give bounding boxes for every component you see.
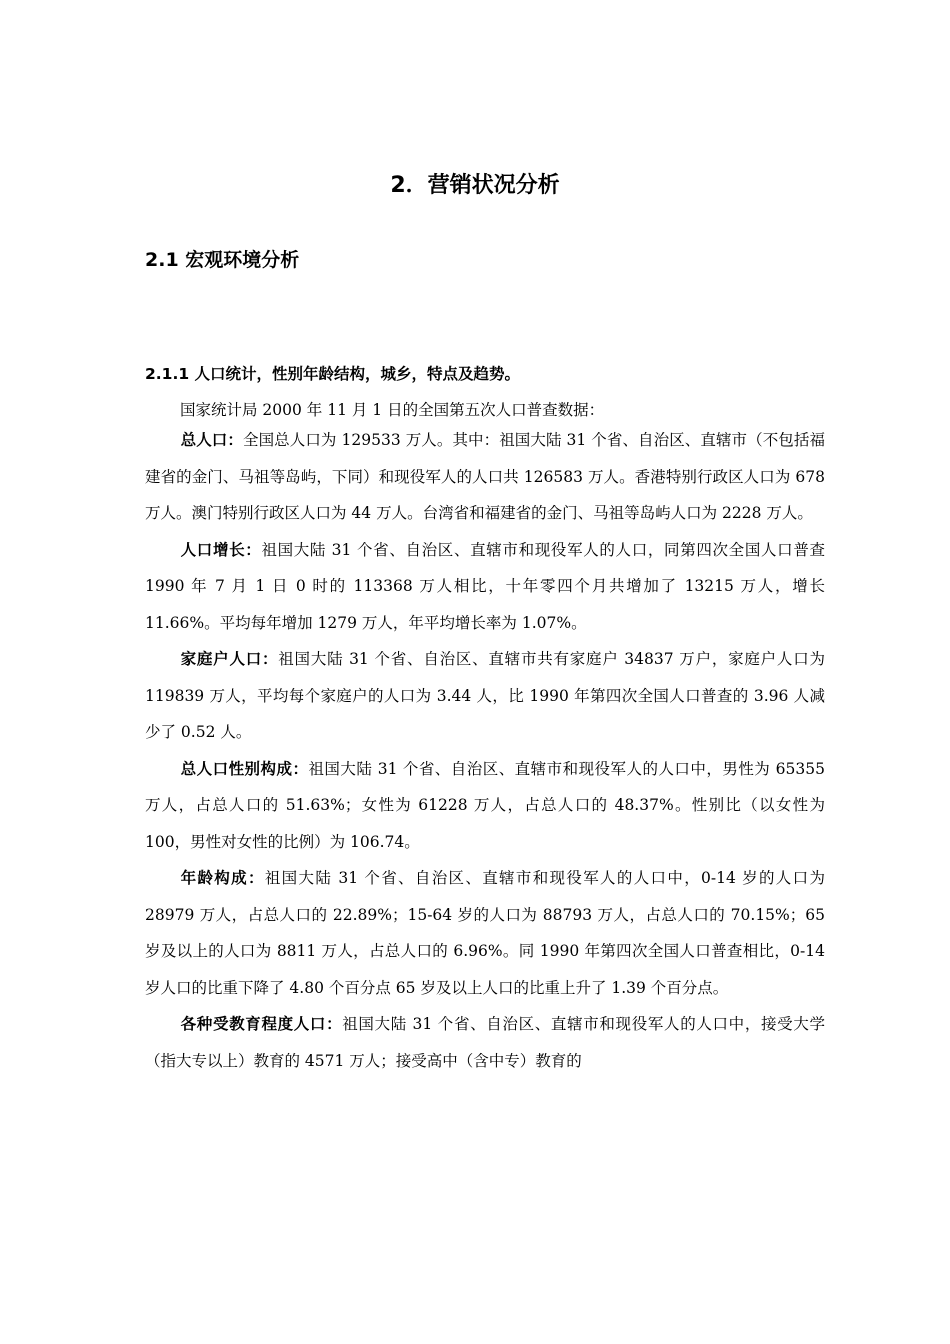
paragraph-text: 祖国大陆 31 个省、自治区、直辖市和现役军人的人口中，接受大学（指大专以上）教育的 4571 万人；接受高中（含中专）教育的 — [145, 1015, 825, 1070]
paragraph-sex-structure — [145, 751, 825, 861]
paragraph-lead: 各种受教育程度人口： — [180, 1015, 343, 1033]
paragraph-lead: 年龄构成： — [180, 869, 265, 887]
paragraph-lead: 家庭户人口： — [180, 650, 279, 668]
paragraph-text: 祖国大陆 31 个省、自治区、直辖市和现役军人的人口中，0-14 岁的人口为 28979 万人，占总人口的 22.89%；15-64 岁的人口为 88793 万人，占总人口的 70.15%；65 岁及以上的人口为 8811 万人，占总人口的 6.96%。同 1990 年第四次全国人口普查相比，0-14 岁人口的比重下降了 4.80 个百分点 65 岁及以上人口的比重上升了 1.39 个百分点。 — [145, 869, 825, 997]
paragraph-total-population — [145, 422, 825, 532]
paragraph-text: 祖国大陆 31 个省、自治区、直辖市和现役军人的人口，同第四次全国人口普查 1990 年 7 月 1 日 0 时的 113368 万人相比，十年零四个月共增加了 13215 万人，增长 11.66%。平均每年增加 1279 万人，年平均增长率为 1.07%。 — [145, 540, 825, 632]
paragraph-education — [145, 1006, 825, 1079]
section-title: 2.1 宏观环境分析 — [145, 249, 300, 271]
paragraph-population-growth — [145, 532, 825, 642]
paragraph-lead: 总人口： — [180, 431, 243, 449]
paragraph-lead: 人口增长： — [180, 540, 262, 559]
paragraph-text: 全国总人口为 129533 万人。其中：祖国大陆 31 个省、自治区、直辖市（不包括福建省的金门、马祖等岛屿，下同）和现役军人的人口共 126583 万人。香港特别行政区人口为 678 万人。澳门特别行政区人口为 44 万人。台湾省和福建省的金门、马祖等岛屿人口为 2228 万人。 — [145, 431, 825, 522]
paragraph-text: 祖国大陆 31 个省、自治区、直辖市共有家庭户 34837 万户，家庭户人口为 119839 万人，平均每个家庭户的人口为 3.44 人，比 1990 年第四次全国人口普查的 3.96 人减少了 0.52 人。 — [145, 650, 825, 741]
paragraph-text: 祖国大陆 31 个省、自治区、直辖市和现役军人的人口中，男性为 65355 万人，占总人口的 51.63%；女性为 61228 万人，占总人口的 48.37%。性别比（以女性为 100，男性对女性的比例）为 106.74。 — [145, 759, 825, 851]
intro-line: 国家统计局 2000 年 11 月 1 日的全国第五次人口普查数据： — [180, 401, 605, 419]
paragraph-lead: 总人口性别构成： — [180, 759, 309, 778]
paragraph-age-structure — [145, 860, 825, 1006]
paragraph-household-population — [145, 641, 825, 751]
subsection-title: 2.1.1 人口统计，性别年龄结构，城乡，特点及趋势。 — [145, 365, 521, 383]
chapter-title: 2．营销状况分析 — [390, 173, 560, 198]
body-text — [145, 422, 825, 1079]
